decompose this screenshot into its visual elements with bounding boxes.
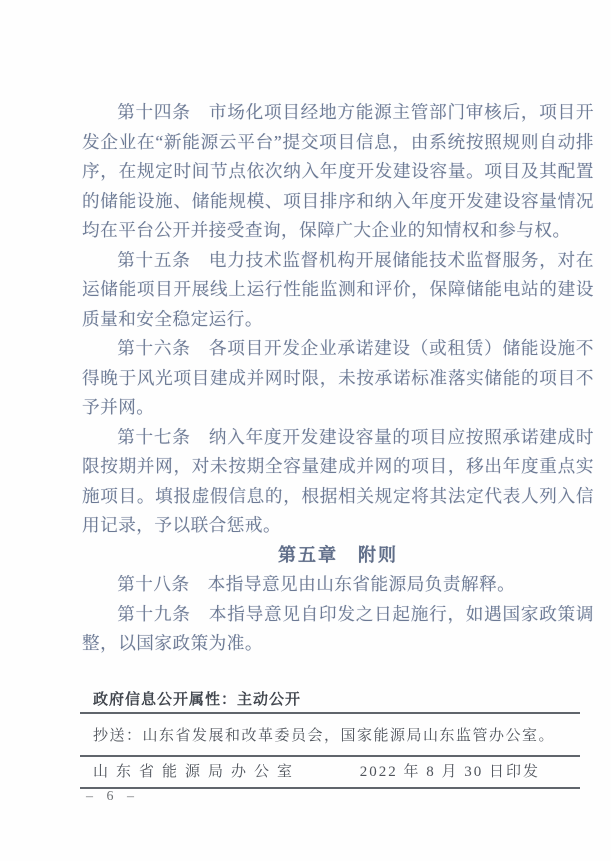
issuer-row <box>80 757 580 787</box>
page-number: – 6 – <box>86 789 139 804</box>
cc-line: 抄送：山东省发展和改革委员会，国家能源局山东监管办公室。 <box>93 728 556 744</box>
issuer-office: 山东省能源局办公室 <box>93 764 301 780</box>
paragraph-article-15: 第十五条 电力技术监督机构开展储能技术监督服务，对在运储能项目开展线上运行性能监测和评价，保障储能电站的建设质量和安全稳定运行。 <box>82 249 594 329</box>
paragraph-article-18: 第十八条 本指导意见由山东省能源局负责解释。 <box>117 574 516 594</box>
paragraph-article-16: 第十六条 各项目开发企业承诺建设（或租赁）储能设施不得晚于风光项目建成并网时限，未按承诺标准落实储能的项目不予并网。 <box>82 338 594 417</box>
paragraph-article-14: 第十四条 市场化项目经地方能源主管部门审核后，项目开发企业在“新能源云平台”提交项目信息，由系统按照规则自动排序，在规定时间节点依次纳入年度开发建设容量。项目及其配置的储能设施、储能规模、项目排序和纳入年度开发建设容量情况均在平台公开并接受查询，保障广大企业的知情权和参与权。 <box>82 102 594 240</box>
paragraph-article-17: 第十七条 纳入年度开发建设容量的项目应按照承诺建成时限按期并网，对未按期全容量建成并网的项目，移出年度重点实施项目。填报虚假信息的，根据相关规定将其法定代表人列入信用记录，予以联合惩戒。 <box>82 426 594 535</box>
document-footer <box>80 690 580 789</box>
paragraph-article-19: 第十九条 本指导意见自印发之日起施行，如遇国家政策调整，以国家政策为准。 <box>82 603 594 653</box>
divider-line <box>80 787 580 789</box>
disclosure-attribute-line: 政府信息公开属性：主动公开 <box>93 691 302 708</box>
document-body <box>82 98 594 659</box>
print-date: 2022 年 8 月 30 日印发 <box>359 764 540 780</box>
chapter-heading: 第五章 附则 <box>278 544 398 565</box>
